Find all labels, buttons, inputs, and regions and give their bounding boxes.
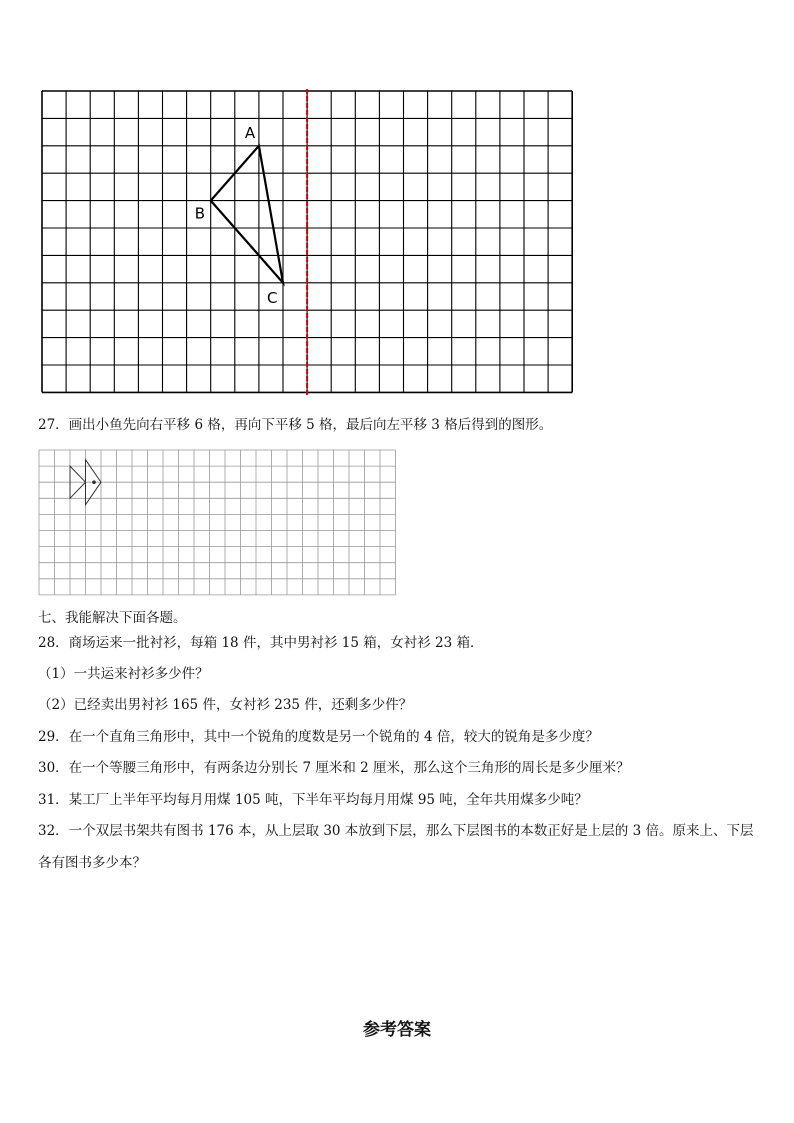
question-28-part-2: （2）已经卖出男衬衫 165 件，女衬衫 235 件，还剩多少件？ (38, 697, 413, 713)
question-28: 28．商场运来一批衬衫，每箱 18 件，其中男衬衫 15 箱，女衬衫 23 箱． (38, 635, 484, 651)
triangle-abc (211, 146, 283, 283)
answer-section-title: 参考答案 (363, 1020, 431, 1040)
vertex-label-A: A (244, 123, 256, 142)
vertex-label-C: C (267, 288, 278, 307)
question-32-line-1: 32．一个双层书架共有图书 176 本，从上层取 30 本放到下层，那么下层图书的本数正好是上层的 3 倍。原来上、下层 (38, 823, 754, 839)
symmetry-grid (0, 80, 794, 410)
question-31: 31．某工厂上半年平均每月用煤 105 吨，下半年平均每月用煤 95 吨，全年共用煤多少吨？ (38, 792, 588, 808)
question-32-line-2: 各有图书多少本？ (38, 855, 146, 871)
question-27: 27．画出小鱼先向右平移 6 格，再向下平移 5 格，最后向左平移 3 格后得到的图形。 (38, 417, 553, 433)
question-29: 29．在一个直角三角形中，其中一个锐角的度数是另一个锐角的 4 倍，较大的锐角是多少度？ (38, 729, 599, 745)
fish-eye (92, 480, 96, 484)
fish-translation-grid (0, 440, 794, 600)
question-28-part-1: （1）一共运来衬衫多少件？ (38, 666, 209, 682)
section-7-heading: 七、我能解决下面各题。 (38, 610, 187, 626)
question-30: 30．在一个等腰三角形中，有两条边分别长 7 厘米和 2 厘米，那么这个三角形的周长是多少厘米？ (38, 760, 630, 776)
vertex-label-B: B (194, 204, 205, 223)
